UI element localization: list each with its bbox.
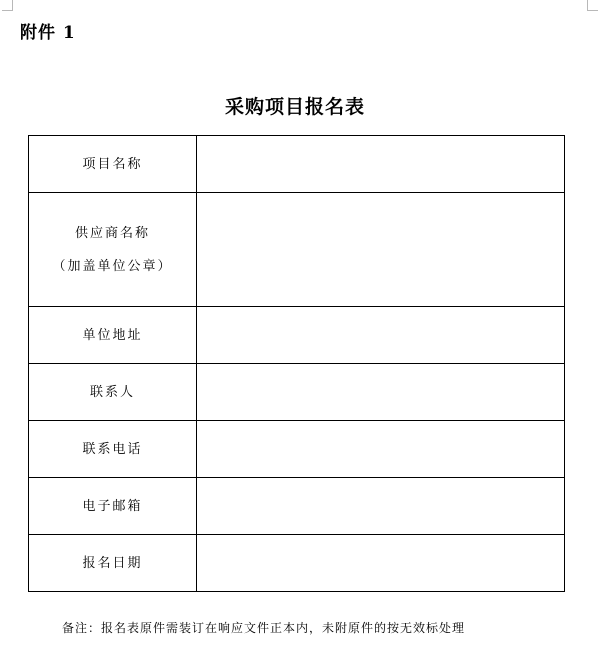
- label-date: 报名日期: [29, 535, 197, 592]
- value-email[interactable]: [197, 478, 565, 535]
- label-contact-person: 联系人: [29, 364, 197, 421]
- label-project-name: 项目名称: [29, 136, 197, 193]
- value-supplier-name[interactable]: [197, 193, 565, 307]
- value-project-name[interactable]: [197, 136, 565, 193]
- table-row-email: [29, 478, 565, 535]
- page-corner-mark-right: [587, 0, 598, 11]
- value-date[interactable]: [197, 535, 565, 592]
- label-email: 电子邮箱: [29, 478, 197, 535]
- label-phone: 联系电话: [29, 421, 197, 478]
- label-supplier-name: 供应商名称 （加盖单位公章）: [29, 193, 197, 307]
- value-contact-person[interactable]: [197, 364, 565, 421]
- page-corner-mark-left: [2, 0, 13, 11]
- value-address[interactable]: [197, 307, 565, 364]
- table-row-address: [29, 307, 565, 364]
- registration-table: [28, 135, 565, 592]
- table-row-date: [29, 535, 565, 592]
- form-title: 采购项目报名表: [224, 96, 365, 118]
- label-address: 单位地址: [29, 307, 197, 364]
- table-row-phone: [29, 421, 565, 478]
- table-row-project-name: [29, 136, 565, 193]
- label-supplier-seal-note: （加盖单位公章）: [52, 258, 173, 274]
- value-phone[interactable]: [197, 421, 565, 478]
- table-row-contact-person: [29, 364, 565, 421]
- remark-note: 备注：报名表原件需装订在响应文件正本内，未附原件的按无效标处理: [62, 621, 466, 635]
- table-row-supplier-name: [29, 193, 565, 307]
- attachment-label: 附件 1: [20, 23, 76, 43]
